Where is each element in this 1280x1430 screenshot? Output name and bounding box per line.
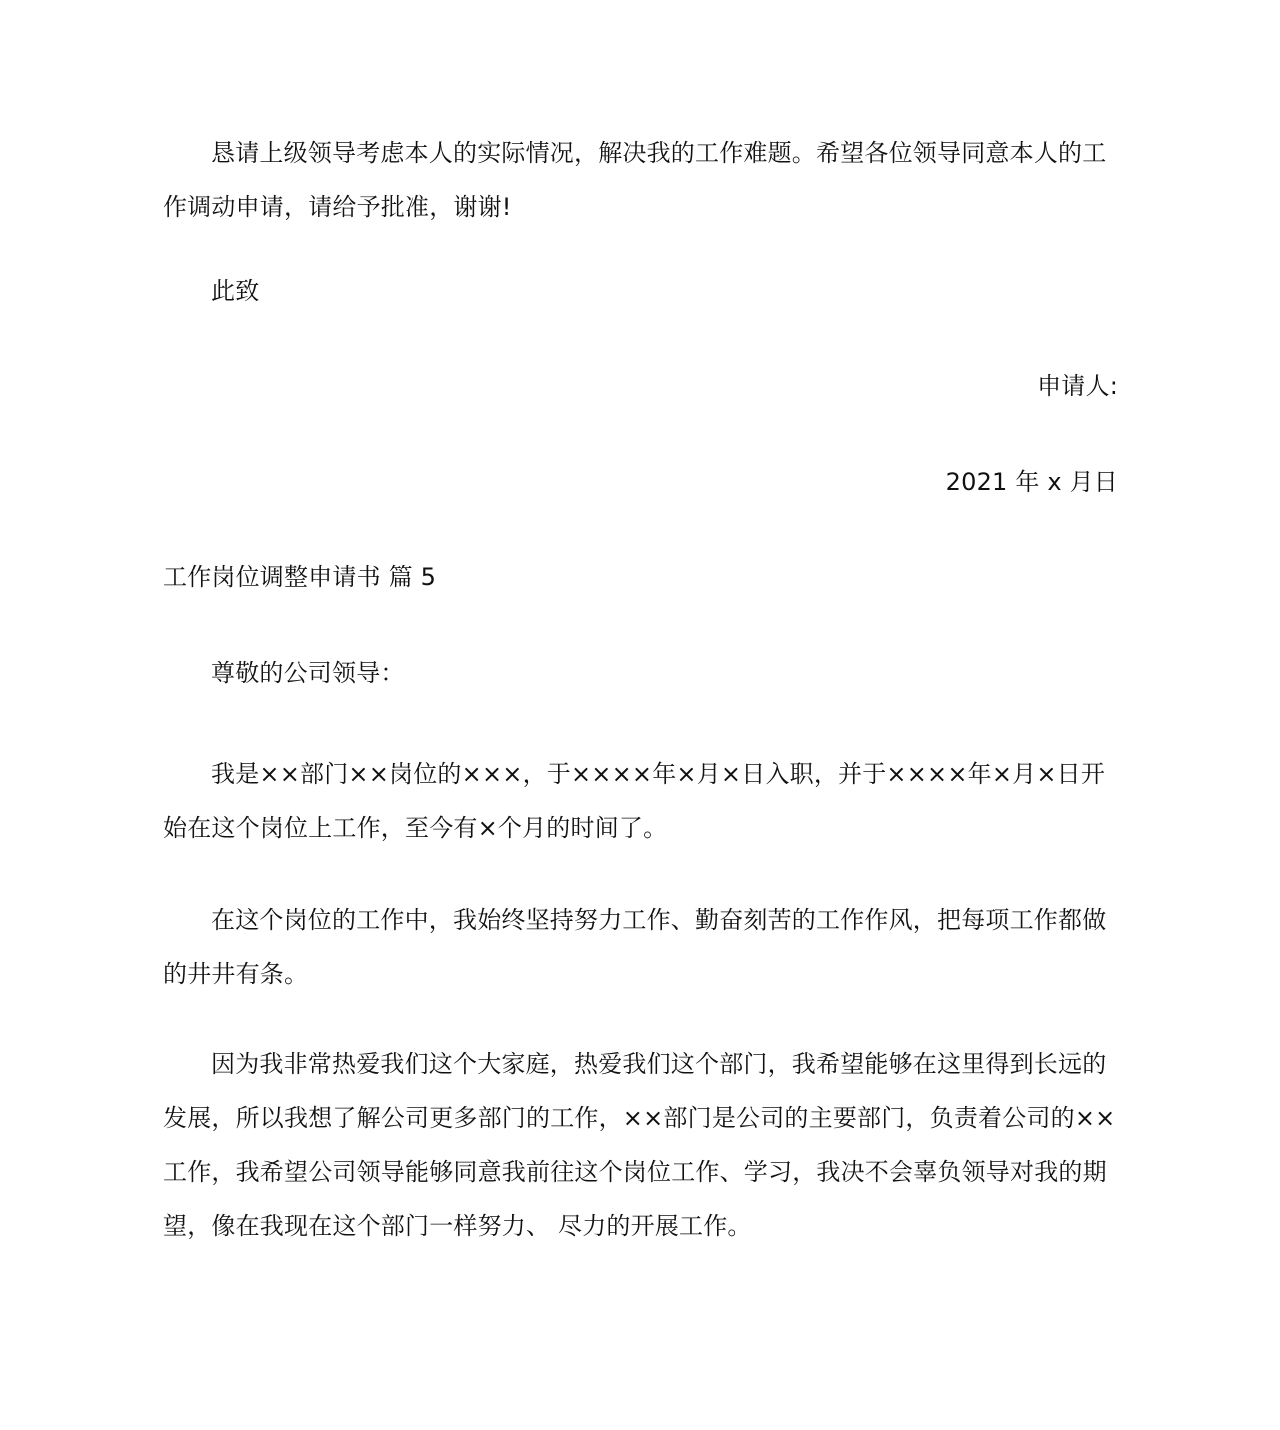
paragraph-intro: 我是××部门××岗位的×××，于××××年×月×日入职，并于××××年×月×日开始在这个岗位上工作，至今有×个月的时间了。 <box>163 760 1106 842</box>
applicant-label: 申请人: <box>1037 372 1118 400</box>
date-line: 2021 年 x 月日 <box>945 468 1118 496</box>
paragraph-reason: 因为我非常热爱我们这个大家庭，热爱我们这个部门，我希望能够在这里得到长远的发展，所以我想了解公司更多部门的工作，××部门是公司的主要部门，负责着公司的××工作，我希望公司领导能够同意我前往这个岗位工作、学习，我决不会辜负领导对我的期望，像在我现在这个部门一样努力、 尽力的开展工作。 <box>163 1050 1116 1240</box>
salutation: 尊敬的公司领导： <box>211 659 405 687</box>
section-title: 工作岗位调整申请书 篇 5 <box>163 563 437 591</box>
closing-text: 此致 <box>211 277 260 305</box>
paragraph-work-attitude: 在这个岗位的工作中，我始终坚持努力工作、勤奋刻苦的工作作风，把每项工作都做的井井有条。 <box>163 906 1107 988</box>
paragraph-request: 恳请上级领导考虑本人的实际情况，解决我的工作难题。希望各位领导同意本人的工作调动申请，请给予批准，谢谢! <box>163 139 1107 221</box>
